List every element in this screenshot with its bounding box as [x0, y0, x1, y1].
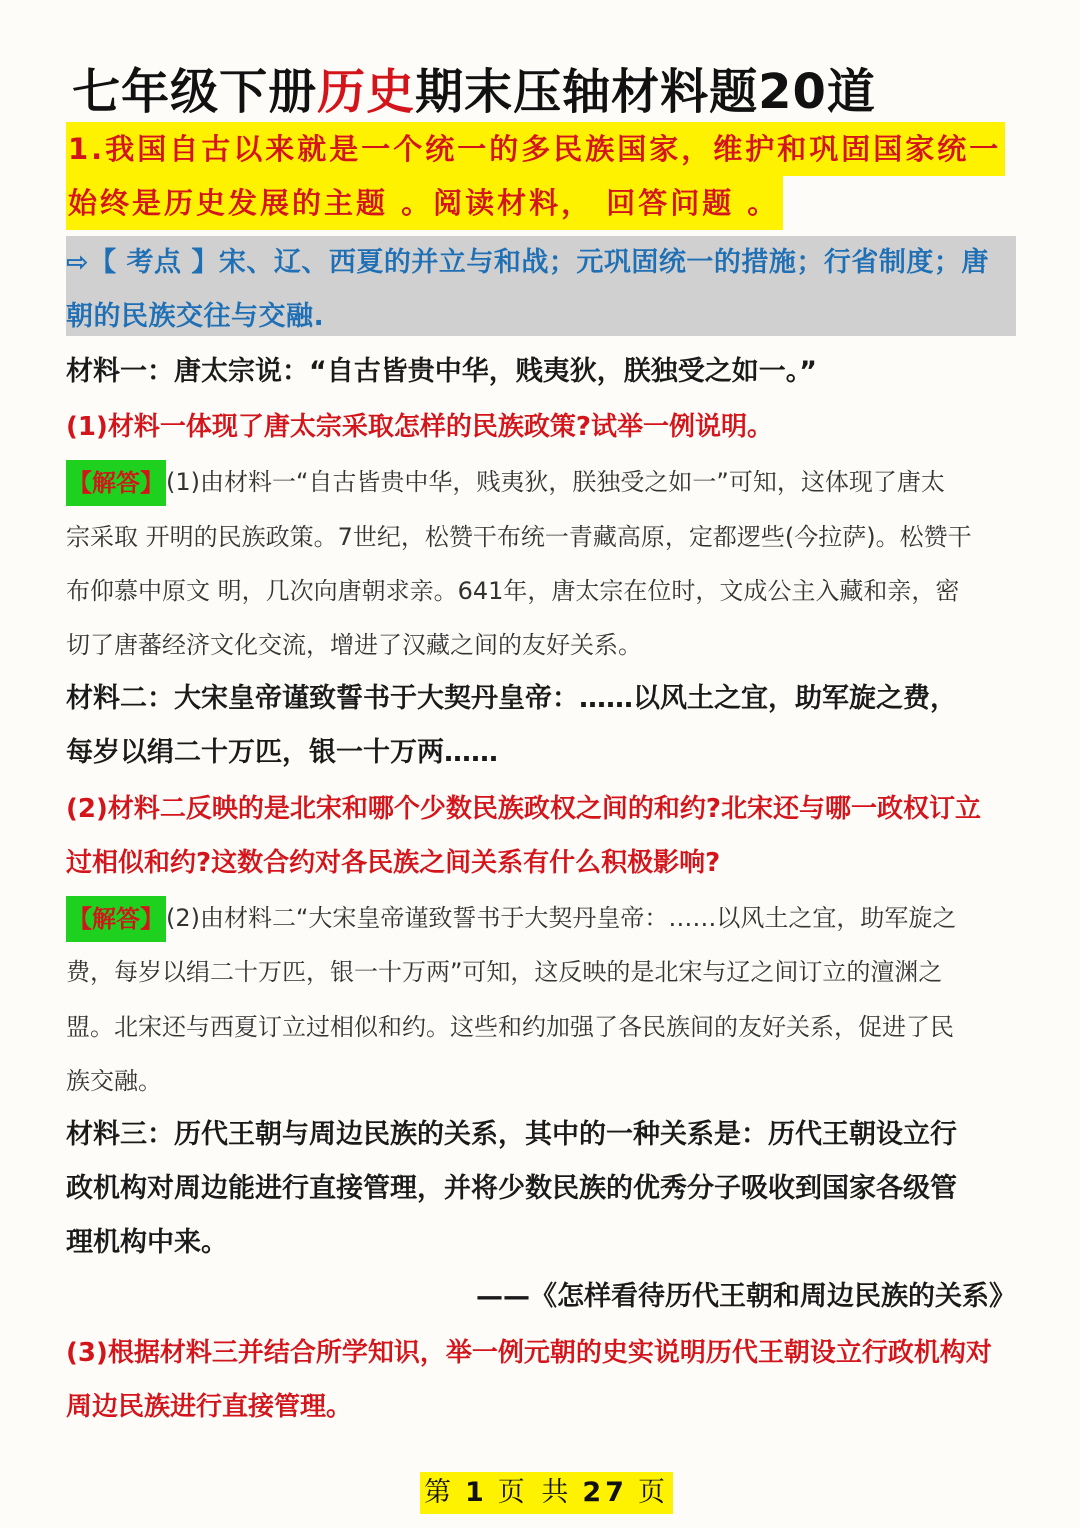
footer-post: 页 [637, 1477, 669, 1508]
answer-tag: 【解答】 [66, 460, 166, 506]
material-3-source: ——《怎样看待历代王朝和周边民族的关系》 [476, 1281, 1016, 1312]
question-3-line-1: (3)根据材料三并结合所学知识，举一例元朝的史实说明历代王朝设立行政机构对 [66, 1338, 992, 1368]
page-title [0, 62, 1014, 122]
title-prefix: 七年级下册 [72, 64, 318, 120]
question-3-line-2: 周边民族进行直接管理。 [66, 1392, 353, 1422]
answer-2-line-2: 费，每岁以绢二十万匹，银一十万两”可知，这反映的是北宋与辽之间订立的澶渊之 [66, 958, 943, 986]
material-3-line-3: 理机构中来。 [66, 1227, 228, 1258]
answer-1-text: (1)由材料一“自古皆贵中华，贱夷狄，朕独受之如一”可知，这体现了唐太 [166, 468, 945, 496]
page-counter [420, 1472, 673, 1514]
material-3-line-1: 材料三：历代王朝与周边民族的关系，其中的一种关系是：历代王朝设立行 [66, 1119, 957, 1150]
question-1: (1)材料一体现了唐太宗采取怎样的民族政策?试举一例说明。 [66, 412, 773, 442]
material-2-line-2: 每岁以绢二十万匹，银一十万两…… [66, 737, 498, 768]
answer-2-line-4: 族交融。 [66, 1067, 162, 1095]
footer-pre: 第 [424, 1477, 455, 1508]
answer-2-text: (2)由材料二“大宋皇帝谨致誓书于大契丹皇帝：……以风土之宜，助军旋之 [166, 904, 957, 932]
material-2-line-1: 材料二：大宋皇帝谨致誓书于大契丹皇帝：……以风土之宜，助军旋之费， [66, 683, 957, 714]
answer-tag: 【解答】 [66, 896, 166, 942]
question-line-2: 始终是历史发展的主题 。阅读材料， 回答问题 。 [66, 176, 783, 230]
question-line-1: 1.我国自古以来就是一个统一的多民族国家，维护和巩固国家统一 [66, 122, 1005, 176]
question-2-line-2: 过相似和约?这数合约对各民族之间关系有什么积极影响? [66, 848, 721, 878]
question-2-line-1: (2)材料二反映的是北宋和哪个少数民族政权之间的和约?北宋还与哪一政权订立 [66, 794, 981, 824]
title-suffix: 期末压轴材料题20道 [415, 64, 876, 120]
answer-1-line-1 [66, 455, 1016, 509]
material-3-line-2: 政机构对周边能进行直接管理，并将少数民族的优秀分子吸收到国家各级管 [66, 1173, 957, 1204]
answer-2-line-3: 盟。北宋还与西夏订立过相似和约。这些和约加强了各民族间的友好关系，促进了民 [66, 1013, 954, 1041]
answer-1-line-4: 切了唐蕃经济文化交流，增进了汉藏之间的友好关系。 [66, 631, 642, 659]
answer-2-line-1 [66, 891, 1016, 945]
footer-page-number: 1 [465, 1477, 488, 1508]
keypoints-line-2: 朝的民族交往与交融. [66, 301, 325, 332]
footer-mid: 页 共 [497, 1477, 573, 1508]
question-intro [66, 122, 1016, 230]
answer-1-line-2: 宗采取 开明的民族政策。7世纪，松赞干布统一青藏高原，定都逻些(今拉萨)。松赞干 [66, 523, 972, 551]
keypoints-box [66, 236, 1016, 336]
keypoints-line-1: ⇨【 考点 】宋、辽、西夏的并立与和战；元巩固统一的措施；行省制度；唐 [66, 247, 989, 278]
answer-1-line-3: 布仰慕中原文 明，几次向唐朝求亲。641年，唐太宗在位时，文成公主入藏和亲，密 [66, 577, 960, 605]
footer-total-pages: 27 [582, 1477, 628, 1508]
title-highlight: 历史 [317, 64, 416, 120]
material-1: 材料一：唐太宗说：“自古皆贵中华，贱夷狄，朕独受之如一。” [66, 356, 817, 387]
